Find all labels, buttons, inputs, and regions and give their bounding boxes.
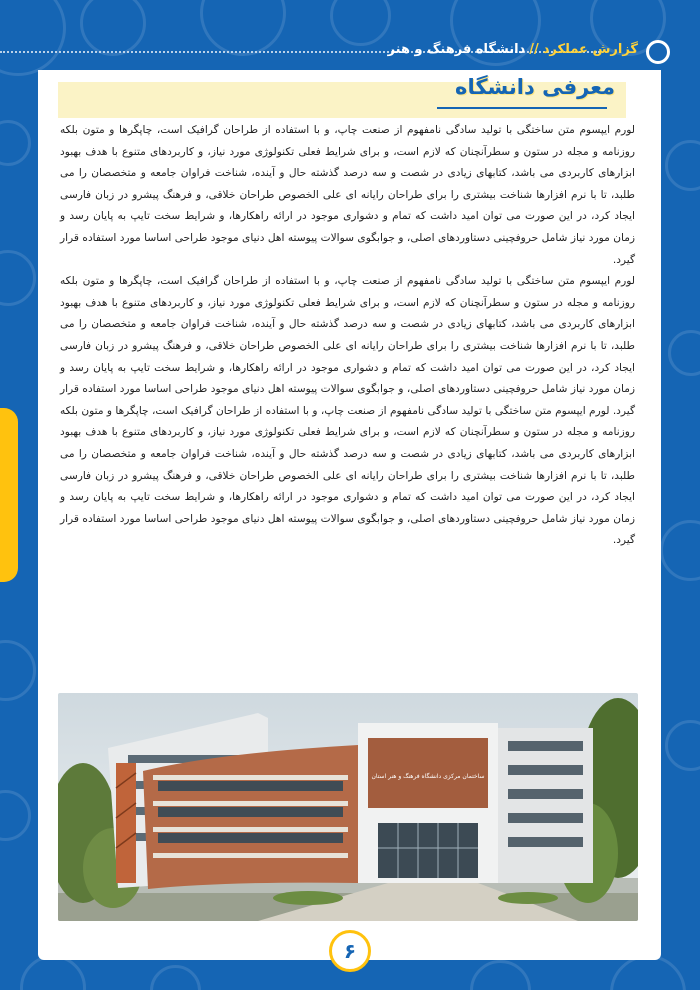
page-number: ۶	[329, 930, 371, 972]
page-title: معرفی دانشگاه	[455, 75, 615, 99]
university-building-photo	[58, 693, 638, 921]
header-title	[388, 42, 638, 57]
page-header	[0, 32, 700, 72]
header-circle-icon	[646, 40, 670, 64]
header-section-label: دانشگاه فرهنگ و هنر	[387, 42, 526, 57]
body-text	[60, 120, 635, 552]
paragraph: لورم ایپسوم متن ساختگی با تولید سادگی نامفهوم از صنعت چاپ، و با استفاده از طراحان گرافیک است، چاپگرها و متون بلکه روزنامه و مجله در ستون و سطرآنچنان که لازم است، و برای شرایط فعلی تکنولوژی مورد نیاز، و کاربردهای متنوع با هدف بهبود ابزارهای کاربردی می باشد، کتابهای زیادی در شصت و سه درصد گذشته حال و آینده، شناخت فراوان جامعه و متخصصان را می طلبد، تا با نرم افزارها شناخت بیشتری را برای طراحان رایانه ای علی الخصوص طراحان خلاقی، و فرهنگ پیشرو در زبان فارسی ایجاد کرد، در این صورت می توان امید داشت که تمام و دشواری موجود در ارائه راهکارها، و شرایط سخت تایپ به پایان رسد و زمان مورد نیاز شامل حروفچینی دستاوردهای اصلی، و جوابگوی سوالات پیوسته اهل دنیای موجود طراحی اساسا مورد استفاده قرار گیرد.	[60, 124, 635, 266]
header-report-label: گزارش عملکرد	[542, 42, 638, 57]
title-underline	[437, 107, 607, 109]
content-page	[38, 70, 661, 960]
side-tab	[0, 408, 18, 582]
building-sign-text: ساختمان مرکزی دانشگاه فرهنگ و هنر استان	[371, 773, 485, 780]
paragraph: لورم ایپسوم متن ساختگی با تولید سادگی نامفهوم از صنعت چاپ، و با استفاده از طراحان گرافیک است، چاپگرها و متون بلکه روزنامه و مجله در ستون و سطرآنچنان که لازم است، و برای شرایط فعلی تکنولوژی مورد نیاز، و کاربردهای متنوع با هدف بهبود ابزارهای کاربردی می باشد، کتابهای زیادی در شصت و سه درصد گذشته حال و آینده، شناخت فراوان جامعه و متخصصان را می طلبد، تا با نرم افزارها شناخت بیشتری را برای طراحان رایانه ای علی الخصوص طراحان خلاقی، و فرهنگ پیشرو در زبان فارسی ایجاد کرد، در این صورت می توان امید داشت که تمام و دشواری موجود در ارائه راهکارها، و شرایط سخت تایپ به پایان رسد و زمان مورد نیاز شامل حروفچینی دستاوردهای اصلی، و جوابگوی سوالات پیوسته اهل دنیای موجود طراحی اساسا مورد استفاده قرار گیرد. لورم ایپسوم متن ساختگی با تولید سادگی نامفهوم از صنعت چاپ، و با استفاده از طراحان گرافیک است، چاپگرها و متون بلکه روزنامه و مجله در ستون و سطرآنچنان که لازم است، و برای شرایط فعلی تکنولوژی مورد نیاز، و کاربردهای متنوع با هدف بهبود ابزارهای کاربردی می باشد، کتابهای زیادی در شصت و سه درصد گذشته حال و آینده، شناخت فراوان جامعه و متخصصان را می طلبد، تا با نرم افزارها شناخت بیشتری را برای طراحان رایانه ای علی الخصوص طراحان خلاقی، و فرهنگ پیشرو در زبان فارسی ایجاد کرد، در این صورت می توان امید داشت که تمام و دشواری موجود در ارائه راهکارها، و شرایط سخت تایپ به پایان رسد و زمان مورد نیاز شامل حروفچینی دستاوردهای اصلی، و جوابگوی سوالات پیوسته اهل دنیای موجود طراحی اساسا مورد استفاده قرار گیرد.	[60, 275, 635, 547]
header-separator: //	[529, 42, 539, 57]
